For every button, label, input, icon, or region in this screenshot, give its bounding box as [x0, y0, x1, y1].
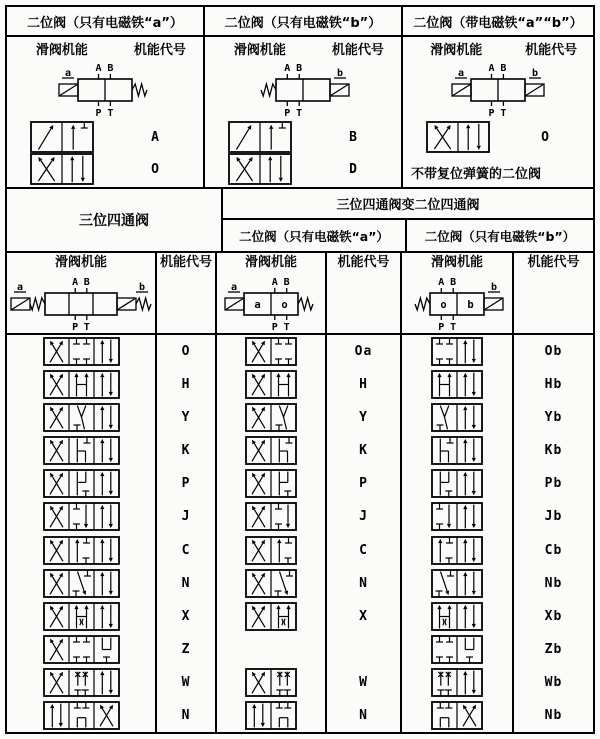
symbol-row [402, 434, 512, 467]
valve-symbol-icon [425, 120, 491, 154]
symbol-row [217, 335, 325, 368]
valve-symbol-icon [430, 468, 484, 499]
symbol-rows [402, 335, 512, 732]
valve-diagram-icon [30, 59, 180, 119]
valve-diagram-icon [423, 59, 573, 119]
valve-diagram-slot [7, 273, 155, 333]
symbol-row [7, 699, 155, 732]
valve-symbol-icon [227, 152, 293, 186]
machine-column-3 [402, 253, 514, 732]
valve-symbol-icon [430, 535, 484, 566]
function-code: Jb [544, 509, 563, 525]
svg-text:b: b [336, 68, 344, 79]
symbol-row [7, 121, 203, 153]
valve-symbol-icon [29, 120, 95, 154]
function-code: Ob [544, 344, 563, 360]
symbol-row [217, 434, 325, 467]
valve-symbol-icon [42, 402, 121, 433]
svg-text:A: A [72, 277, 79, 288]
valve-symbol-icon [244, 402, 298, 433]
machine-header: 滑阀机能 [54, 255, 107, 270]
symbol-row [205, 153, 401, 185]
function-code: N [359, 575, 368, 591]
machine-header: 滑阀机能 [430, 42, 483, 58]
function-code: J [181, 509, 191, 525]
symbol-row [217, 600, 325, 633]
function-code: A [151, 129, 159, 145]
function-code: Cb [544, 542, 563, 558]
valve-symbol-icon [29, 152, 95, 186]
code-column-2 [327, 253, 402, 732]
function-code: N [359, 707, 368, 723]
section-cell-ab [403, 37, 593, 187]
valve-diagram-icon [404, 276, 510, 330]
svg-text:B: B [500, 63, 507, 74]
function-code: Pb [544, 476, 563, 492]
function-code: P [359, 476, 368, 492]
code-header: 机能代号 [331, 42, 384, 58]
symbol-rows [205, 121, 401, 185]
code-header: 机能代号 [159, 255, 212, 270]
svg-text:A: A [438, 277, 445, 288]
function-code: W [181, 674, 191, 690]
valve-symbol-icon [42, 634, 121, 665]
function-code: X [181, 608, 191, 624]
section-title-a: 二位阀（只有电磁铁“a”） [7, 7, 205, 35]
valve-symbol-icon [42, 535, 121, 566]
valve-symbol-icon [430, 435, 484, 466]
column-headers [7, 37, 203, 59]
function-code: Oa [354, 344, 373, 360]
code-column-3 [514, 253, 593, 732]
svg-text:T: T [450, 322, 457, 330]
code-rows [157, 335, 215, 732]
svg-text:b: b [467, 299, 474, 311]
svg-text:P: P [438, 322, 445, 330]
valve-symbol-icon [42, 667, 121, 698]
function-code: Y [359, 410, 368, 426]
function-code: O [541, 129, 549, 145]
valve-symbol-icon [42, 568, 121, 599]
valve-symbol-icon [244, 700, 298, 731]
machine-header: 滑阀机能 [233, 42, 286, 58]
code-header: 机能代号 [337, 255, 390, 270]
valve-symbol-icon [430, 336, 484, 367]
valve-diagram-icon [8, 276, 154, 330]
valve-symbol-icon [430, 601, 484, 632]
valve-symbol-icon [244, 435, 298, 466]
symbol-row [7, 666, 155, 699]
svg-text:A: A [488, 63, 495, 74]
valve-diagram-icon [218, 276, 324, 330]
symbol-row [402, 600, 512, 633]
valve-symbol-icon [244, 468, 298, 499]
function-code: H [181, 377, 191, 393]
function-code [327, 633, 400, 666]
function-code: Nb [544, 575, 563, 591]
section-title-ab: 二位阀（带电磁铁“a”“b”） [413, 15, 583, 31]
code-column-1 [157, 253, 217, 732]
svg-text:A: A [271, 277, 278, 288]
valve-diagram-icon [228, 59, 378, 119]
valve-diagram-slot [7, 59, 203, 121]
function-code: O [151, 161, 159, 177]
svg-text:T: T [296, 108, 303, 119]
section-cell-a [7, 37, 205, 187]
svg-text:T: T [500, 108, 507, 119]
symbol-row [217, 467, 325, 500]
valve-symbol-icon [430, 700, 484, 731]
valve-diagram-slot [402, 273, 512, 333]
top-header-row [7, 7, 593, 37]
valve-symbol-icon [42, 501, 121, 532]
function-code: Kb [544, 443, 563, 459]
symbol-row [7, 434, 155, 467]
valve-symbol-icon [430, 568, 484, 599]
svg-text:a: a [457, 68, 465, 79]
function-code: Hb [544, 377, 563, 393]
symbol-row [402, 666, 512, 699]
section-cell-b [205, 37, 403, 187]
machine-header: 滑阀机能 [244, 255, 297, 270]
machine-column-1 [7, 253, 157, 732]
valve-symbol-icon [244, 667, 298, 698]
symbol-row [7, 567, 155, 600]
symbol-row [217, 368, 325, 401]
symbol-row [402, 401, 512, 434]
svg-text:P: P [72, 322, 79, 330]
symbol-row [217, 567, 325, 600]
svg-text:a: a [254, 299, 261, 311]
function-code: W [359, 674, 368, 690]
symbol-row [217, 401, 325, 434]
svg-text:B: B [450, 277, 457, 288]
function-code: Nb [544, 707, 563, 723]
valve-symbol-icon [42, 468, 121, 499]
svg-text:B: B [283, 277, 290, 288]
symbol-row [403, 121, 593, 153]
svg-text:b: b [490, 282, 498, 293]
symbol-row [217, 533, 325, 566]
valve-symbol-icon [430, 501, 484, 532]
lower-table [7, 253, 593, 732]
function-code: B [349, 129, 357, 145]
svg-text:o: o [440, 299, 447, 311]
valve-diagram-slot [217, 273, 325, 333]
svg-text:P: P [271, 322, 278, 330]
svg-text:B: B [296, 63, 303, 74]
symbol-row [402, 567, 512, 600]
function-code: Zb [544, 641, 563, 657]
function-code: Yb [544, 410, 563, 426]
column-headers [205, 37, 401, 59]
code-rows [514, 335, 593, 732]
symbol-row [7, 533, 155, 566]
svg-text:B: B [83, 277, 90, 288]
function-code: O [181, 344, 191, 360]
valve-symbol-icon [42, 700, 121, 731]
symbol-rows [7, 335, 155, 732]
function-code: Wb [544, 674, 563, 690]
column-headers [403, 37, 593, 59]
symbol-rows [217, 335, 325, 732]
valve-diagram-slot [205, 59, 401, 121]
section-title-b: 二位阀（只有电磁铁“b”） [205, 7, 403, 35]
valve-symbol-icon [244, 501, 298, 532]
symbol-row [217, 633, 325, 666]
symbol-row [402, 467, 512, 500]
symbol-rows [403, 121, 593, 153]
symbol-row [402, 368, 512, 401]
function-code: D [349, 161, 357, 177]
svg-text:B: B [107, 63, 114, 74]
machine-column-2 [217, 253, 327, 732]
converted-valve-title: 三位四通阀变二位四通阀 [223, 189, 593, 220]
svg-text:P: P [488, 108, 495, 119]
function-code: K [181, 443, 191, 459]
symbol-row [402, 533, 512, 566]
svg-text:a: a [64, 68, 72, 79]
symbol-row [7, 467, 155, 500]
symbol-row [217, 500, 325, 533]
valve-symbol-icon [430, 667, 484, 698]
middle-band [7, 189, 593, 253]
subheader-b: 二位阀（只有电磁铁“b”） [424, 228, 576, 244]
svg-text:o: o [281, 299, 288, 311]
svg-text:a: a [16, 282, 24, 293]
symbol-row [217, 666, 325, 699]
function-code: Y [181, 410, 191, 426]
machine-header: 滑阀机能 [430, 255, 483, 270]
svg-text:b: b [531, 68, 539, 79]
function-code: J [359, 509, 368, 525]
valve-symbol-icon [244, 336, 298, 367]
function-code: K [359, 443, 368, 459]
converted-subheaders [223, 220, 593, 251]
valve-symbol-icon [42, 601, 121, 632]
valve-symbol-icon [430, 402, 484, 433]
function-code: H [359, 377, 368, 393]
three-position-title: 三位四通阀 [7, 189, 223, 251]
symbol-row [7, 335, 155, 368]
valve-symbol-icon [430, 369, 484, 400]
valve-symbol-icon [244, 535, 298, 566]
valve-symbol-icon [227, 120, 293, 154]
valve-symbol-icon [42, 369, 121, 400]
converted-valve-section [223, 189, 593, 251]
code-header: 机能代号 [525, 42, 578, 58]
function-code: P [181, 476, 191, 492]
svg-text:T: T [83, 322, 90, 330]
function-code: C [181, 542, 191, 558]
function-code: X [359, 608, 368, 624]
valve-symbol-icon [244, 568, 298, 599]
symbol-row [217, 699, 325, 732]
svg-text:A: A [95, 63, 102, 74]
function-code: Xb [544, 608, 563, 624]
symbol-row [7, 500, 155, 533]
svg-text:T: T [283, 322, 290, 330]
function-code: N [181, 707, 191, 723]
valve-symbol-icon [430, 634, 484, 665]
valve-symbol-icon [42, 435, 121, 466]
symbol-row [402, 699, 512, 732]
svg-text:b: b [138, 282, 146, 293]
symbol-row [402, 335, 512, 368]
svg-text:P: P [284, 108, 291, 119]
valve-function-table [5, 5, 595, 734]
symbol-row [402, 633, 512, 666]
code-header: 机能代号 [133, 42, 186, 58]
section-note: 不带复位弹簧的二位阀 [411, 167, 542, 182]
svg-text:T: T [107, 108, 114, 119]
symbol-row [205, 121, 401, 153]
symbol-row [7, 153, 203, 185]
symbol-rows [7, 121, 203, 185]
code-header: 机能代号 [527, 255, 580, 270]
valve-diagram-slot [403, 59, 593, 121]
valve-symbol-icon [244, 369, 298, 400]
function-code: C [359, 542, 368, 558]
top-body-row [7, 37, 593, 189]
symbol-row [7, 401, 155, 434]
machine-header: 滑阀机能 [35, 42, 88, 58]
svg-text:P: P [95, 108, 102, 119]
svg-text:A: A [284, 63, 291, 74]
subheader-a: 二位阀（只有电磁铁“a”） [223, 220, 407, 251]
valve-symbol-icon [42, 336, 121, 367]
symbol-row [7, 600, 155, 633]
function-code: N [181, 575, 191, 591]
symbol-row [7, 633, 155, 666]
valve-symbol-icon [244, 601, 298, 632]
code-rows [327, 335, 400, 732]
svg-text:a: a [230, 282, 238, 293]
symbol-row [402, 500, 512, 533]
function-code: Z [181, 641, 191, 657]
symbol-row [7, 368, 155, 401]
